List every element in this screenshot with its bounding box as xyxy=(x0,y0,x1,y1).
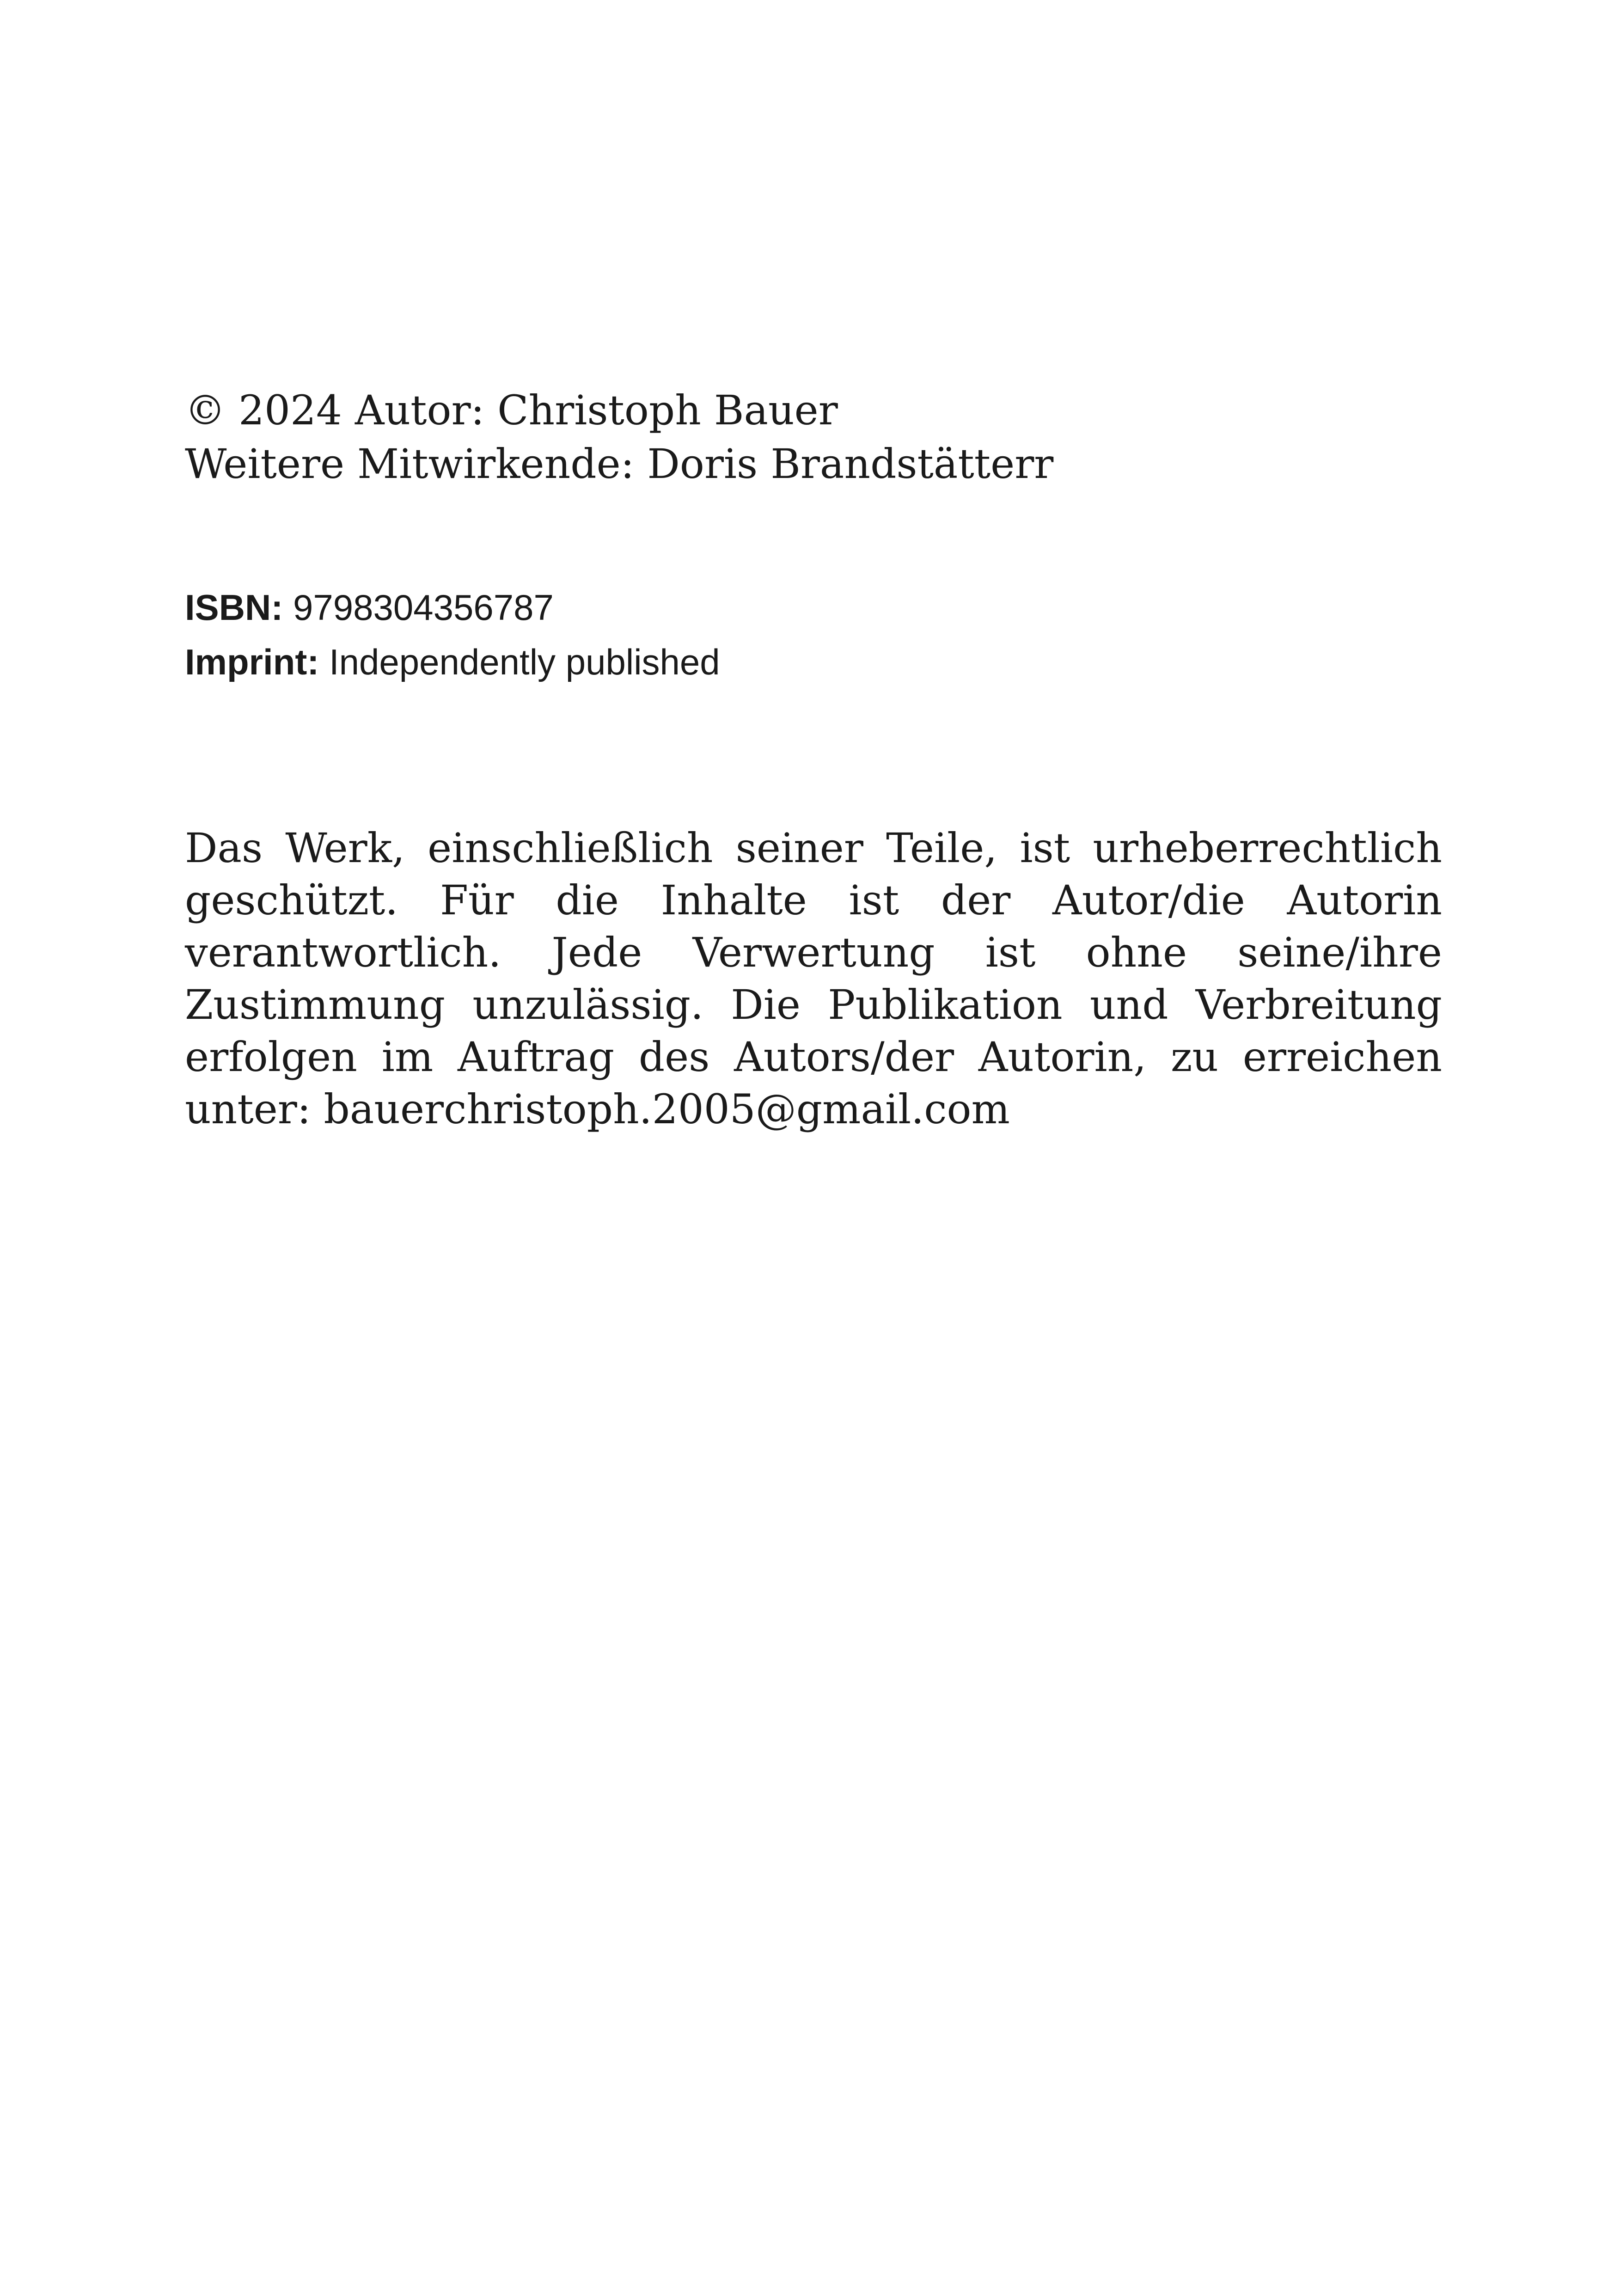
isbn-label: ISBN: xyxy=(185,587,293,628)
copyright-notice: Das Werk, einschließlich seiner Teile, ist urheberrechtlich geschützt. Für die Inhalte ist der Autor/die Autorin verantwortlich. Jede Verwertung ist ohne seine/ihre Zustimmung unzulässig. Die Publikation und Verbreitung erfolgen im Auftrag des Autors/der Autorin, zu erreichen unter: bauerchristoph.2005@gmail.com xyxy=(185,824,1442,1133)
contributors-line: Weitere Mitwirkende: Doris Brandstätterr xyxy=(185,440,1054,488)
imprint-label: Imprint: xyxy=(185,642,329,682)
copyright-line: © 2024 Autor: Christoph Bauer xyxy=(185,386,838,434)
publication-meta xyxy=(185,580,1433,689)
isbn-value: 9798304356787 xyxy=(293,587,554,628)
copyright-block xyxy=(185,384,1433,491)
imprint-row xyxy=(185,635,1433,689)
imprint-value: Independently published xyxy=(329,642,720,682)
isbn-row xyxy=(185,580,1433,635)
